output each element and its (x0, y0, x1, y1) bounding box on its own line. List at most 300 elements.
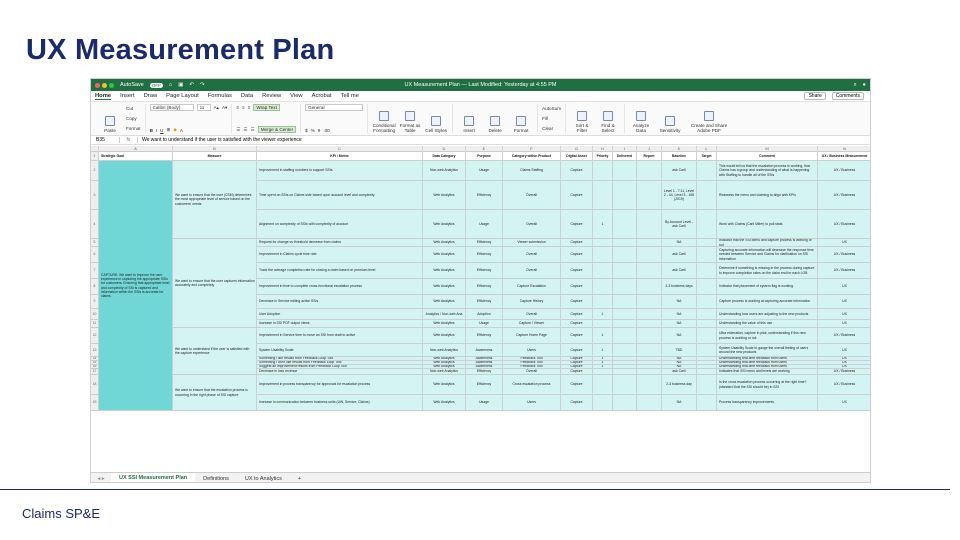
column-header-g[interactable]: G (561, 146, 593, 152)
table-cell[interactable]: Improvement in time to complete cross-functional escalation process (257, 279, 423, 295)
header-cell[interactable]: Digital Asset (561, 152, 593, 161)
header-cell[interactable]: Baseline (662, 152, 697, 161)
sensitivity-button[interactable] (655, 104, 685, 133)
table-cell[interactable]: UX (818, 279, 871, 295)
table-cell[interactable]: UX (818, 320, 871, 328)
table-cell[interactable] (593, 247, 613, 263)
table-cell[interactable]: Usage (466, 161, 503, 181)
align-middle-icon[interactable]: ≡ (242, 105, 245, 110)
table-cell[interactable]: TBD (662, 344, 697, 357)
table-cell[interactable]: Usage (466, 395, 503, 411)
table-cell[interactable]: Improvement in Claims cycle time rate (257, 247, 423, 263)
tab-view[interactable]: View (290, 93, 303, 99)
row-header[interactable]: 1 (91, 152, 99, 161)
table-cell[interactable]: Capture (561, 365, 593, 369)
table-cell[interactable]: Capture (561, 295, 593, 309)
table-cell[interactable]: UX (818, 395, 871, 411)
table-cell[interactable] (637, 279, 662, 295)
add-sheet-button[interactable]: + (297, 475, 302, 482)
table-cell[interactable]: Viewer submission (503, 239, 561, 247)
row-header[interactable]: 5 (91, 239, 99, 247)
header-cell[interactable]: Target (697, 152, 717, 161)
table-cell[interactable]: UX (818, 309, 871, 320)
formula-input[interactable]: We want to understand if the user is satisfied with the viewer experience (142, 137, 302, 143)
table-cell[interactable]: NA (662, 328, 697, 344)
table-cell[interactable]: Feedback Tool (503, 361, 561, 365)
table-cell[interactable]: UX / Business (818, 328, 871, 344)
header-cell[interactable]: UX / Business Measurement (818, 152, 871, 161)
measure-cell[interactable]: We want to ensure that the escalation process is occurring in the right phase of SSI capture (173, 375, 257, 411)
table-cell[interactable]: Web Analytics (423, 320, 466, 328)
table-cell[interactable]: Capture (561, 369, 593, 375)
table-cell[interactable] (697, 210, 717, 239)
percent-icon[interactable]: % (310, 128, 315, 133)
table-cell[interactable]: Capture (561, 328, 593, 344)
table-cell[interactable]: Decrease in Service editing active SSIs (257, 295, 423, 309)
table-cell[interactable]: Efficiency (466, 295, 503, 309)
column-header-n[interactable]: N (818, 146, 871, 152)
table-cell[interactable]: Track the average completion rate for closing a claim based on premium level (257, 263, 423, 279)
table-cell[interactable]: Efficiency (466, 247, 503, 263)
table-cell[interactable] (637, 247, 662, 263)
table-cell[interactable]: Capture (561, 210, 593, 239)
table-cell[interactable]: Ultra estimation; capture in pilot, understanding if this new process is working or not (717, 328, 818, 344)
table-cell[interactable]: Is the cross escalation process occurring at the right time? (standard that the SSI should be) in SSI (717, 375, 818, 395)
row-header[interactable]: 10 (91, 309, 99, 320)
table-cell[interactable]: NA (662, 320, 697, 328)
table-cell[interactable] (613, 181, 637, 210)
table-cell[interactable]: Understanding real-time feedback from users (717, 365, 818, 369)
table-cell[interactable]: Decrease in loss revenue (257, 369, 423, 375)
table-cell[interactable] (697, 344, 717, 357)
grow-font-icon[interactable]: A▴ (213, 104, 219, 110)
column-header-j[interactable]: J (637, 146, 662, 152)
share-button[interactable]: Share (804, 92, 825, 100)
table-cell[interactable]: Non-web Analytics (423, 369, 466, 375)
table-cell[interactable] (697, 181, 717, 210)
table-cell[interactable]: Capture / Viewer (503, 320, 561, 328)
comma-icon[interactable]: 9 (317, 128, 321, 133)
table-cell[interactable] (637, 395, 662, 411)
align-top-icon[interactable]: ≡ (236, 105, 239, 110)
align-center-icon[interactable]: ☰ (243, 126, 248, 132)
table-cell[interactable]: User Adoption (257, 309, 423, 320)
header-cell[interactable]: Data Category (423, 152, 466, 161)
column-header-b[interactable]: B (173, 146, 257, 152)
table-cell[interactable] (613, 320, 637, 328)
measure-cell[interactable]: We want to understand if the user is satisfied with the capture experience (173, 328, 257, 375)
table-cell[interactable]: Awareness (466, 365, 503, 369)
row-header[interactable]: 15 (91, 361, 99, 365)
tab-data[interactable]: Data (240, 93, 254, 99)
table-cell[interactable]: Increase in communication between business units (UW, Service, Claims) (257, 395, 423, 411)
table-cell[interactable]: Efficiency (466, 279, 503, 295)
table-cell[interactable] (697, 375, 717, 395)
table-cell[interactable]: Alignment on complexity of SSIs with complexity of account (257, 210, 423, 239)
table-cell[interactable] (637, 320, 662, 328)
tab-acrobat[interactable]: Acrobat (311, 93, 332, 99)
table-cell[interactable]: Reassess the menu and claiming to align with KPIs (717, 181, 818, 210)
table-cell[interactable]: NA (662, 365, 697, 369)
table-cell[interactable]: Capture (561, 395, 593, 411)
number-format-select[interactable]: General (305, 104, 363, 111)
table-cell[interactable]: NA (662, 357, 697, 361)
table-cell[interactable]: Capture (561, 239, 593, 247)
table-cell[interactable]: NA (662, 239, 697, 247)
minimize-icon[interactable] (102, 83, 107, 88)
table-cell[interactable]: Web Analytics (423, 295, 466, 309)
table-cell[interactable]: Efficiency (466, 369, 503, 375)
table-cell[interactable] (697, 309, 717, 320)
column-header-m[interactable]: M (717, 146, 818, 152)
table-cell[interactable]: ask Carli (662, 369, 697, 375)
currency-icon[interactable]: $ (305, 128, 308, 133)
table-cell[interactable]: Analytics / Non-web Ana (423, 309, 466, 320)
table-cell[interactable] (613, 279, 637, 295)
table-cell[interactable] (593, 375, 613, 395)
table-cell[interactable] (697, 279, 717, 295)
row-header[interactable]: 17 (91, 369, 99, 375)
table-cell[interactable]: Efficiency (466, 239, 503, 247)
table-cell[interactable]: Improvement in staffing numbers to support SSIs (257, 161, 423, 181)
font-color-icon[interactable]: A (179, 127, 183, 133)
table-cell[interactable] (637, 263, 662, 279)
header-cell[interactable]: Strategic Goal (99, 152, 173, 161)
row-header[interactable]: 6 (91, 247, 99, 263)
row-header[interactable]: 3 (91, 181, 99, 210)
redo-icon[interactable]: ↷ (200, 82, 205, 88)
fill-button[interactable]: Fill (542, 115, 548, 121)
table-cell[interactable] (613, 328, 637, 344)
table-cell[interactable]: UX / Business (818, 161, 871, 181)
table-cell[interactable]: UX (818, 344, 871, 357)
bold-icon[interactable]: B (149, 127, 153, 133)
format-cells-button[interactable] (509, 104, 533, 133)
table-cell[interactable]: Time spent on SSIs on Claims side based upon account level and complexity (257, 181, 423, 210)
table-cell[interactable] (613, 344, 637, 357)
table-cell[interactable]: UX / Business (818, 375, 871, 395)
tab-page-layout[interactable]: Page Layout (166, 93, 199, 99)
column-header-e[interactable]: E (466, 146, 503, 152)
close-icon[interactable] (95, 83, 100, 88)
row-header[interactable]: 8 (91, 279, 99, 295)
table-cell[interactable]: Efficiency (466, 263, 503, 279)
table-cell[interactable]: Capture (561, 263, 593, 279)
table-cell[interactable]: Efficiency (466, 375, 503, 395)
table-cell[interactable]: Improvement in Service time to move an SSI from draft to active (257, 328, 423, 344)
table-cell[interactable]: Efficiency (466, 328, 503, 344)
merge-center-button[interactable]: Merge & Center (258, 126, 296, 133)
table-cell[interactable] (593, 320, 613, 328)
table-cell[interactable] (637, 161, 662, 181)
table-cell[interactable]: Non-web Analytics (423, 161, 466, 181)
column-header-a[interactable]: A (99, 146, 173, 152)
delete-cells-button[interactable] (483, 104, 507, 133)
account-icon[interactable]: ● (862, 81, 866, 88)
row-header[interactable]: 13 (91, 344, 99, 357)
table-cell[interactable] (593, 295, 613, 309)
fx-icon[interactable]: fx (120, 137, 138, 143)
table-cell[interactable] (697, 161, 717, 181)
table-cell[interactable]: Web Analytics (423, 210, 466, 239)
table-cell[interactable]: Overall (503, 369, 561, 375)
table-cell[interactable]: NA (662, 395, 697, 411)
table-cell[interactable]: Understanding real-time feedback from users (717, 361, 818, 365)
table-cell[interactable]: Web Analytics (423, 361, 466, 365)
table-cell[interactable] (697, 239, 717, 247)
align-bottom-icon[interactable]: ≡ (247, 105, 251, 110)
header-cell[interactable]: KPI / Metric (257, 152, 423, 161)
shrink-font-icon[interactable]: A▾ (221, 104, 228, 110)
table-cell[interactable]: Understanding how users are adjusting to the new products (717, 309, 818, 320)
table-cell[interactable] (593, 395, 613, 411)
sheet-nav-icon[interactable]: ◂ ▸ (97, 475, 105, 482)
table-cell[interactable]: Increase in SSI PDF output views (257, 320, 423, 328)
table-cell[interactable]: NA (662, 309, 697, 320)
tab-formulas[interactable]: Formulas (207, 93, 232, 99)
table-cell[interactable]: Determine if something is missing in the process during capture to improve completion rates on the claim end for each LOB (717, 263, 818, 279)
header-cell[interactable]: Comment (717, 152, 818, 161)
tab-insert[interactable]: Insert (120, 93, 135, 99)
comments-button[interactable]: Comments (832, 92, 864, 100)
table-cell[interactable]: Capture (561, 247, 593, 263)
table-cell[interactable] (613, 239, 637, 247)
table-cell[interactable]: UX / Business (818, 369, 871, 375)
header-cell[interactable]: Purpose (466, 152, 503, 161)
create-pdf-button[interactable] (687, 104, 731, 133)
table-cell[interactable] (613, 210, 637, 239)
table-cell[interactable]: 1 (593, 344, 613, 357)
table-cell[interactable]: Capture (561, 309, 593, 320)
table-cell[interactable]: System Usability Scale (257, 344, 423, 357)
table-cell[interactable]: NA (662, 361, 697, 365)
conditional-formatting-button[interactable] (372, 104, 396, 133)
table-cell[interactable]: Feedback Tool (503, 357, 561, 361)
table-cell[interactable]: Capture process is working at capturing accurate information (717, 295, 818, 309)
format-painter-button[interactable]: Format (126, 125, 141, 131)
table-cell[interactable]: Work with Claims (Carli Miller) to pull stats (717, 210, 818, 239)
column-header-k[interactable]: K (662, 146, 697, 152)
wrap-text-button[interactable]: Wrap Text (253, 104, 280, 111)
header-cell[interactable]: Report (637, 152, 662, 161)
table-cell[interactable]: Capture (561, 344, 593, 357)
maximize-icon[interactable] (109, 83, 114, 88)
table-cell[interactable]: Non-web Analytics (423, 344, 466, 357)
window-controls[interactable] (95, 83, 114, 88)
table-cell[interactable] (613, 295, 637, 309)
column-header-i[interactable]: I (613, 146, 637, 152)
table-cell[interactable] (637, 309, 662, 320)
table-cell[interactable]: Adoption (466, 309, 503, 320)
table-cell[interactable]: 1 (593, 361, 613, 365)
table-cell[interactable] (697, 295, 717, 309)
table-cell[interactable] (637, 375, 662, 395)
sort-filter-button[interactable] (570, 104, 594, 133)
table-cell[interactable] (637, 295, 662, 309)
table-cell[interactable]: Capture (561, 320, 593, 328)
table-cell[interactable]: Understanding real-time feedback from users (717, 357, 818, 361)
table-cell[interactable]: Suggest an improvement results from Feedback Loop Tool (257, 365, 423, 369)
table-cell[interactable]: ask Carli (662, 247, 697, 263)
table-cell[interactable] (593, 263, 613, 279)
table-cell[interactable]: UX (818, 357, 871, 361)
table-cell[interactable]: System Usability Scale to gauge the overall feeling of users around the new products (717, 344, 818, 357)
table-cell[interactable]: Indicator that the SSI Menu and capture process is working or not (717, 239, 818, 247)
row-header[interactable]: 19 (91, 395, 99, 411)
underline-icon[interactable]: U (160, 127, 164, 133)
table-cell[interactable]: This would tell us that the escalation process is working, that Claims has a group and understanding of what is happening with Staffing to handle all of the SSIs (717, 161, 818, 181)
header-cell[interactable]: Measure (173, 152, 257, 161)
table-cell[interactable]: Usage (466, 210, 503, 239)
table-cell[interactable]: Capture (561, 161, 593, 181)
table-cell[interactable]: 1 (593, 328, 613, 344)
tab-review[interactable]: Review (262, 93, 282, 99)
row-header[interactable]: 18 (91, 375, 99, 395)
table-cell[interactable] (697, 395, 717, 411)
table-cell[interactable]: Claims Staffing (503, 161, 561, 181)
table-cell[interactable] (593, 239, 613, 247)
table-cell[interactable] (637, 344, 662, 357)
column-header-d[interactable]: D (423, 146, 466, 152)
table-cell[interactable]: Capture (561, 279, 593, 295)
table-cell[interactable] (697, 247, 717, 263)
table-cell[interactable] (637, 210, 662, 239)
table-cell[interactable] (613, 247, 637, 263)
table-cell[interactable]: Users (503, 395, 561, 411)
table-cell[interactable]: Web Analytics (423, 375, 466, 395)
align-right-icon[interactable]: ☰ (250, 126, 255, 132)
row-header[interactable]: 12 (91, 328, 99, 344)
column-header-l[interactable]: L (697, 146, 717, 152)
table-cell[interactable] (613, 263, 637, 279)
cell-styles-button[interactable] (424, 104, 448, 133)
row-header[interactable]: 11 (91, 320, 99, 328)
table-cell[interactable]: Web Analytics (423, 279, 466, 295)
font-select[interactable]: Calibri (Body) (150, 104, 194, 111)
table-cell[interactable] (593, 161, 613, 181)
table-cell[interactable]: 1 (593, 309, 613, 320)
sheet-tab-ux-analytics[interactable]: UX to Analytics (244, 475, 282, 482)
table-cell[interactable] (613, 161, 637, 181)
sheet-tab-definitions[interactable]: Definitions (203, 475, 229, 482)
row-header[interactable]: 9 (91, 295, 99, 309)
row-header[interactable]: 16 (91, 365, 99, 369)
align-left-icon[interactable]: ☰ (236, 126, 241, 132)
table-cell[interactable]: Overall (503, 309, 561, 320)
table-cell[interactable]: Awareness (466, 361, 503, 365)
tab-home[interactable]: Home (95, 92, 112, 99)
table-cell[interactable]: UX / Business (818, 263, 871, 279)
name-box[interactable]: B35 (94, 137, 120, 143)
sheet-tab-ux-ssi[interactable]: UX SSI Measurement Plan (111, 473, 195, 484)
table-cell[interactable]: Web Analytics (423, 239, 466, 247)
home-icon[interactable]: ⌂ (168, 82, 173, 88)
table-cell[interactable]: Overall (503, 247, 561, 263)
tab-tell-me[interactable]: Tell me (340, 93, 359, 99)
table-cell[interactable] (593, 181, 613, 210)
cut-button[interactable]: Cut (126, 106, 134, 112)
table-cell[interactable]: 1 (593, 210, 613, 239)
table-cell[interactable]: 2-3 business days (662, 279, 697, 295)
increase-decimal-icon[interactable]: .00 (323, 128, 330, 133)
table-cell[interactable]: Capture (561, 375, 593, 395)
table-cell[interactable]: Capture Escalation (503, 279, 561, 295)
column-header-f[interactable]: F (503, 146, 561, 152)
table-cell[interactable]: Overall (503, 210, 561, 239)
table-cell[interactable]: Level 1 - 7:11, Level 2 - 44, Level 3 - 158 (2019) (662, 181, 697, 210)
table-cell[interactable]: Something I like results from Feedback Loop Tool (257, 357, 423, 361)
column-header-h[interactable]: H (593, 146, 613, 152)
analyze-data-button[interactable] (629, 104, 653, 133)
table-cell[interactable]: Request for change vs threshold decrease from claims (257, 239, 423, 247)
format-as-table-button[interactable] (398, 104, 422, 133)
table-cell[interactable]: Web Analytics (423, 357, 466, 361)
copy-button[interactable]: Copy (126, 115, 137, 121)
table-cell[interactable]: Understanding the value of this use (717, 320, 818, 328)
table-cell[interactable]: Indicates that SSI menu and levels are working (717, 369, 818, 375)
autosave-toggle[interactable]: OFF (151, 82, 161, 88)
table-cell[interactable]: UX / Business (818, 247, 871, 263)
table-cell[interactable]: Overall (503, 181, 561, 210)
header-cell[interactable]: Delivered (613, 152, 637, 161)
table-cell[interactable]: Overall (503, 263, 561, 279)
undo-icon[interactable]: ↶ (189, 82, 194, 88)
insert-cells-button[interactable] (457, 104, 481, 133)
table-cell[interactable]: Capturing accurate information will decrease the response time needed between Service and Claims for clarification on SSI information (717, 247, 818, 263)
italic-icon[interactable]: I (155, 127, 158, 133)
table-cell[interactable]: UX (818, 295, 871, 309)
table-cell[interactable] (637, 328, 662, 344)
table-cell[interactable]: UX / Business (818, 181, 871, 210)
table-cell[interactable]: Something I don't like results from Feedback Loop Tool (257, 361, 423, 365)
row-header[interactable]: 14 (91, 357, 99, 361)
table-cell[interactable]: By Account Level - ask Carli (662, 210, 697, 239)
table-cell[interactable]: ask Carli (662, 263, 697, 279)
table-cell[interactable]: Process transparency improvements (717, 395, 818, 411)
table-cell[interactable]: Feedback Tool (503, 365, 561, 369)
font-size-select[interactable]: 11 (197, 104, 211, 111)
row-header[interactable]: 4 (91, 210, 99, 239)
table-cell[interactable]: Web Analytics (423, 395, 466, 411)
table-cell[interactable]: Capture (561, 181, 593, 210)
table-cell[interactable]: Capture (561, 357, 593, 361)
table-cell[interactable]: Indicator that placement of system flag is working (717, 279, 818, 295)
paste-button[interactable] (98, 104, 122, 133)
fill-color-icon[interactable]: ◆ (173, 127, 177, 132)
table-cell[interactable] (593, 279, 613, 295)
table-cell[interactable]: UX (818, 239, 871, 247)
tab-draw[interactable]: Draw (143, 93, 158, 99)
table-cell[interactable] (697, 320, 717, 328)
measure-cell[interactable]: We want to ensure that the user captures information accurately and completely (173, 239, 257, 328)
table-cell[interactable]: 2-3 business day (662, 375, 697, 395)
table-cell[interactable]: Web Analytics (423, 328, 466, 344)
table-cell[interactable] (613, 375, 637, 395)
measure-cell[interactable]: We want to ensure that the user (CSM) determines the most appropriate level of service based on the customers' needs (173, 161, 257, 239)
table-cell[interactable]: Web Analytics (423, 181, 466, 210)
table-cell[interactable] (613, 309, 637, 320)
row-header[interactable]: 2 (91, 161, 99, 181)
table-cell[interactable]: ask Carli (662, 161, 697, 181)
search-icon[interactable]: ⌕ (853, 81, 857, 88)
header-cell[interactable]: Priority (593, 152, 613, 161)
table-cell[interactable]: Awareness (466, 357, 503, 361)
table-cell[interactable]: Improvement in process transparency for approvals for escalation process (257, 375, 423, 395)
header-cell[interactable]: Category within Product (503, 152, 561, 161)
row-header[interactable]: 7 (91, 263, 99, 279)
table-cell[interactable] (697, 263, 717, 279)
table-cell[interactable]: Usage (466, 320, 503, 328)
